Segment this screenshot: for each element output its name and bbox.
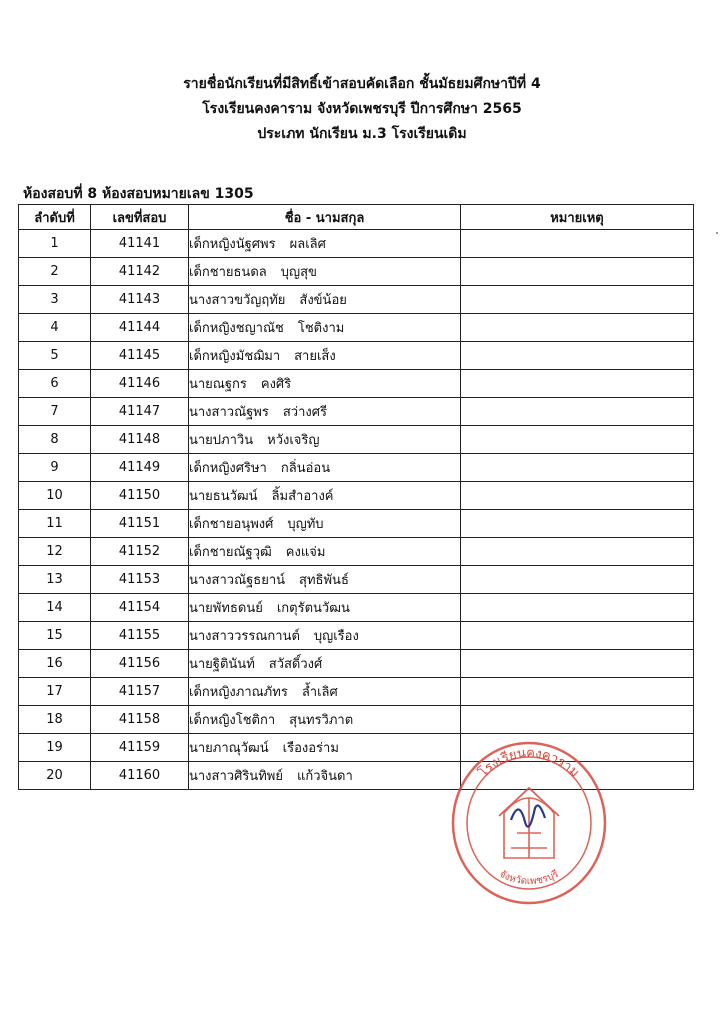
cell-name — [189, 650, 461, 678]
cell-seq: 7 — [19, 398, 91, 426]
first-name: นางสาวณัฐธยาน์ — [189, 573, 286, 588]
seal-emblem — [504, 798, 554, 858]
cell-exam-id: 41151 — [91, 510, 189, 538]
cell-note — [461, 286, 694, 314]
cell-note — [461, 314, 694, 342]
cell-note — [461, 426, 694, 454]
table-row — [19, 398, 694, 426]
seal-top-text: โรงเรียนคงคาราม — [475, 745, 582, 781]
cell-name — [189, 566, 461, 594]
table-row — [19, 706, 694, 734]
cell-note — [461, 454, 694, 482]
cell-name — [189, 734, 461, 762]
cell-note — [461, 510, 694, 538]
cell-seq: 15 — [19, 622, 91, 650]
first-name: เด็กชายณัฐวุฒิ — [189, 545, 272, 560]
cell-note — [461, 678, 694, 706]
cell-exam-id: 41146 — [91, 370, 189, 398]
cell-name — [189, 286, 461, 314]
first-name: นางสาวศิรินทิพย์ — [189, 769, 283, 784]
last-name: เกตุรัตนวัฒน — [276, 601, 350, 616]
cell-name — [189, 370, 461, 398]
last-name: สุนทรวิภาต — [289, 713, 354, 728]
first-name: เด็กหญิงนัฐศพร — [189, 237, 276, 252]
table-row — [19, 594, 694, 622]
cell-exam-id: 41144 — [91, 314, 189, 342]
last-name: บุญสุข — [280, 265, 317, 280]
school-seal-stamp — [449, 738, 609, 908]
cell-exam-id: 41160 — [91, 762, 189, 790]
cell-seq: 16 — [19, 650, 91, 678]
last-name: คงศิริ — [260, 377, 292, 392]
last-name: สุทธิพันธ์ — [299, 573, 349, 588]
header-seq: ลำดับที่ — [19, 205, 91, 230]
first-name: นายปภาวิน — [189, 433, 254, 448]
header-exam-id: เลขที่สอบ — [91, 205, 189, 230]
header-category: ประเภท นักเรียน ม.3 โรงเรียนเดิม — [257, 126, 467, 142]
cell-note — [461, 706, 694, 734]
table-row — [19, 314, 694, 342]
table-header-row — [19, 205, 694, 230]
first-name: นายณฐกร — [189, 377, 247, 392]
room-title: ห้องสอบที่ 8 ห้องสอบหมายเลข 1305 — [23, 186, 254, 202]
first-name: นายฐิตินันท์ — [189, 657, 255, 672]
header-school: โรงเรียนคงคาราม จังหวัดเพชรบุรี ปีการศึกษา 2565 — [202, 101, 522, 117]
cell-note — [461, 258, 694, 286]
cell-name — [189, 454, 461, 482]
cell-note — [461, 538, 694, 566]
cell-name — [189, 622, 461, 650]
cell-seq: 5 — [19, 342, 91, 370]
first-name: นายธนวัฒน์ — [189, 489, 258, 504]
cell-name — [189, 538, 461, 566]
cell-seq: 8 — [19, 426, 91, 454]
table-row — [19, 538, 694, 566]
last-name: สายเส็ง — [294, 349, 336, 364]
page-speck — [716, 232, 718, 234]
table-row — [19, 650, 694, 678]
cell-exam-id: 41157 — [91, 678, 189, 706]
first-name: นางสาวขวัญฤทัย — [189, 293, 286, 308]
cell-exam-id: 41154 — [91, 594, 189, 622]
table-row — [19, 566, 694, 594]
first-name: นางสาววรรณกานต์ — [189, 629, 300, 644]
cell-note — [461, 370, 694, 398]
table-row — [19, 286, 694, 314]
last-name: หวังเจริญ — [267, 433, 320, 448]
cell-note — [461, 566, 694, 594]
cell-exam-id: 41152 — [91, 538, 189, 566]
first-name: เด็กชายธนดล — [189, 265, 267, 280]
table-row — [19, 258, 694, 286]
cell-name — [189, 594, 461, 622]
cell-seq: 10 — [19, 482, 91, 510]
cell-exam-id: 41153 — [91, 566, 189, 594]
first-name: นางสาวณัฐพร — [189, 405, 269, 420]
last-name: แก้วจินดา — [296, 769, 353, 784]
cell-note — [461, 342, 694, 370]
cell-exam-id: 41149 — [91, 454, 189, 482]
first-name: เด็กหญิงโชติกา — [189, 713, 276, 728]
student-table — [18, 204, 694, 790]
table-row — [19, 342, 694, 370]
cell-seq: 6 — [19, 370, 91, 398]
cell-name — [189, 342, 461, 370]
cell-note — [461, 398, 694, 426]
cell-exam-id: 41156 — [91, 650, 189, 678]
cell-seq: 1 — [19, 230, 91, 258]
cell-name — [189, 426, 461, 454]
first-name: เด็กหญิงศริษา — [189, 461, 267, 476]
cell-seq: 4 — [19, 314, 91, 342]
cell-exam-id: 41155 — [91, 622, 189, 650]
cell-name — [189, 482, 461, 510]
last-name: บุญทับ — [287, 517, 324, 532]
table-row — [19, 510, 694, 538]
cell-seq: 9 — [19, 454, 91, 482]
cell-name — [189, 230, 461, 258]
cell-name — [189, 706, 461, 734]
cell-name — [189, 398, 461, 426]
cell-note — [461, 482, 694, 510]
header-note: หมายเหตุ — [461, 205, 694, 230]
last-name: คงแจ่ม — [285, 545, 326, 560]
last-name: เรืองอร่าม — [282, 741, 339, 756]
table-row — [19, 370, 694, 398]
cell-exam-id: 41141 — [91, 230, 189, 258]
first-name: เด็กหญิงมัชฌิมา — [189, 349, 281, 364]
cell-exam-id: 41159 — [91, 734, 189, 762]
cell-note — [461, 622, 694, 650]
cell-seq: 12 — [19, 538, 91, 566]
cell-name — [189, 762, 461, 790]
last-name: กลิ่นอ่อน — [280, 461, 331, 476]
cell-note — [461, 650, 694, 678]
cell-exam-id: 41145 — [91, 342, 189, 370]
first-name: นายภาณุวัฒน์ — [189, 741, 269, 756]
table-row — [19, 482, 694, 510]
cell-seq: 11 — [19, 510, 91, 538]
cell-exam-id: 41150 — [91, 482, 189, 510]
seal-bottom-text: จังหวัดเพชรบุรี — [497, 868, 561, 888]
signature-mark — [511, 806, 545, 827]
table-row — [19, 622, 694, 650]
table-row — [19, 230, 694, 258]
last-name: สว่างศรี — [282, 405, 327, 420]
cell-name — [189, 510, 461, 538]
header-name: ชื่อ - นามสกุล — [189, 205, 461, 230]
document-header — [0, 72, 724, 147]
cell-exam-id: 41158 — [91, 706, 189, 734]
last-name: ลิ้มสำอางค์ — [271, 489, 334, 504]
last-name: บุญเรือง — [313, 629, 359, 644]
cell-name — [189, 258, 461, 286]
table-body — [19, 230, 694, 790]
cell-seq: 20 — [19, 762, 91, 790]
cell-note — [461, 594, 694, 622]
last-name: ล้ำเลิศ — [301, 685, 338, 700]
table-row — [19, 454, 694, 482]
table-row — [19, 678, 694, 706]
first-name: เด็กชายอนุพงศ์ — [189, 517, 274, 532]
cell-exam-id: 41148 — [91, 426, 189, 454]
first-name: นายพัทธดนย์ — [189, 601, 263, 616]
cell-seq: 14 — [19, 594, 91, 622]
cell-seq: 13 — [19, 566, 91, 594]
cell-seq: 18 — [19, 706, 91, 734]
cell-note — [461, 230, 694, 258]
cell-name — [189, 314, 461, 342]
last-name: สังข์น้อย — [299, 293, 347, 308]
cell-name — [189, 678, 461, 706]
last-name: สวัสดิ์วงศ์ — [268, 657, 323, 672]
cell-seq: 17 — [19, 678, 91, 706]
cell-exam-id: 41143 — [91, 286, 189, 314]
header-title: รายชื่อนักเรียนที่มีสิทธิ์เข้าสอบคัดเลือก ชั้นมัธยมศึกษาปีที่ 4 — [183, 76, 541, 92]
first-name: เด็กหญิงภาณภัทร — [189, 685, 288, 700]
table-row — [19, 426, 694, 454]
first-name: เด็กหญิงชญาณัช — [189, 321, 284, 336]
cell-seq: 2 — [19, 258, 91, 286]
cell-exam-id: 41147 — [91, 398, 189, 426]
cell-seq: 19 — [19, 734, 91, 762]
cell-seq: 3 — [19, 286, 91, 314]
last-name: โชติงาม — [297, 321, 345, 336]
last-name: ผลเลิศ — [289, 237, 326, 252]
cell-exam-id: 41142 — [91, 258, 189, 286]
